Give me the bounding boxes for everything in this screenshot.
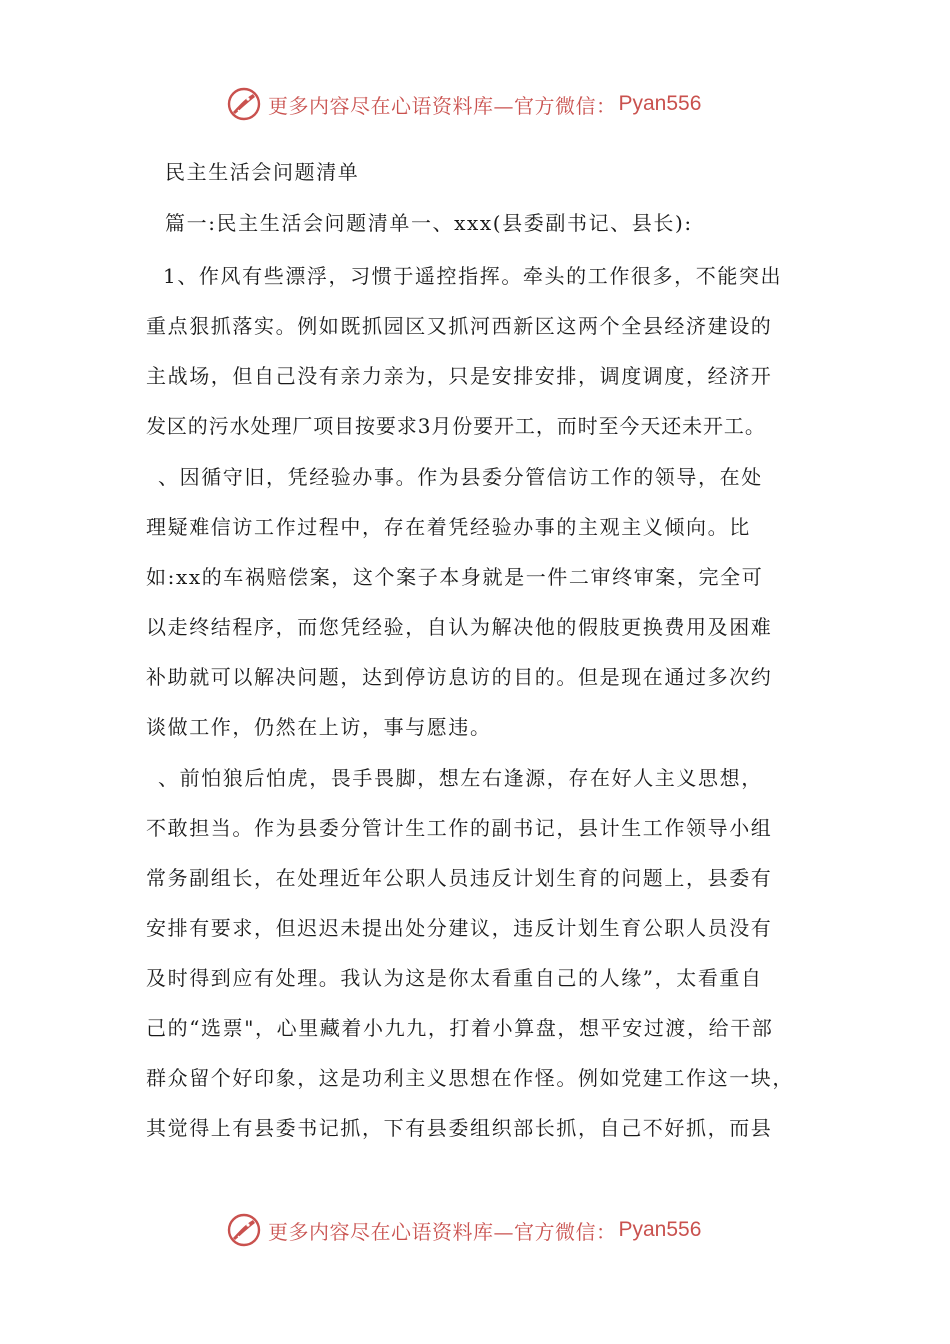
banner-text: 更多内容尽在心语资料库—官方微信： (268, 93, 617, 118)
body-line: 补助就可以解决问题，达到停访息访的目的。但是现在通过多次约 (146, 665, 773, 689)
body-line: 常务副组长，在处理近年公职人员违反计划生育的问题上，县委有 (146, 866, 773, 890)
body-line: 1、作风有些漂浮，习惯于遥控指挥。牵头的工作很多，不能突出 (163, 264, 783, 288)
body-line: 不敢担当。作为县委分管计生工作的副书记，县计生工作领导小组 (146, 816, 773, 840)
doc-title: 民主生活会问题清单 (165, 160, 360, 184)
footer-banner (226, 1210, 746, 1250)
doc-subtitle: 篇一:民主生活会问题清单一、xxx(县委副书记、县长): (165, 211, 693, 235)
body-line: 及时得到应有处理。我认为这是你太看重自己的人缘”，太看重自 (146, 966, 763, 990)
body-line: 、前怕狼后怕虎，畏手畏脚，想左右逢源，存在好人主义思想， (158, 766, 763, 790)
body-line: 重点狠抓落实。例如既抓园区又抓河西新区这两个全县经济建设的 (146, 314, 773, 338)
banner-wechat-id: Pyan556 (618, 1218, 702, 1241)
body-line: 己的“选票"，心里藏着小九九，打着小算盘，想平安过渡，给干部 (146, 1016, 774, 1040)
banner-text: 更多内容尽在心语资料库—官方微信： (268, 1219, 617, 1244)
pen-nib-circle-icon (226, 1212, 262, 1248)
body-line: 理疑难信访工作过程中，存在着凭经验办事的主观主义倾向。比 (146, 515, 751, 539)
body-line: 、因循守旧，凭经验办事。作为县委分管信访工作的领导，在处 (158, 465, 763, 489)
body-line: 发区的污水处理厂项目按要求3月份要开工，而时至今天还未开工。 (146, 414, 766, 438)
body-line: 安排有要求，但迟迟未提出处分建议，违反计划生育公职人员没有 (146, 916, 773, 940)
pen-nib-circle-icon (226, 86, 262, 122)
body-line: 如:xx的车祸赔偿案，这个案子本身就是一件二审终审案，完全可 (146, 565, 764, 589)
body-line: 其觉得上有县委书记抓，下有县委组织部长抓，自己不好抓，而县 (146, 1116, 773, 1140)
header-banner (226, 84, 746, 124)
body-line: 群众留个好印象，这是功利主义思想在作怪。例如党建工作这一块， (146, 1066, 794, 1090)
banner-wechat-id: Pyan556 (618, 92, 702, 115)
body-line: 以走终结程序，而您凭经验，自认为解决他的假肢更换费用及困难 (146, 615, 773, 639)
body-line: 主战场，但自己没有亲力亲为，只是安排安排，调度调度，经济开 (146, 364, 773, 388)
body-line: 谈做工作，仍然在上访，事与愿违。 (146, 715, 492, 739)
